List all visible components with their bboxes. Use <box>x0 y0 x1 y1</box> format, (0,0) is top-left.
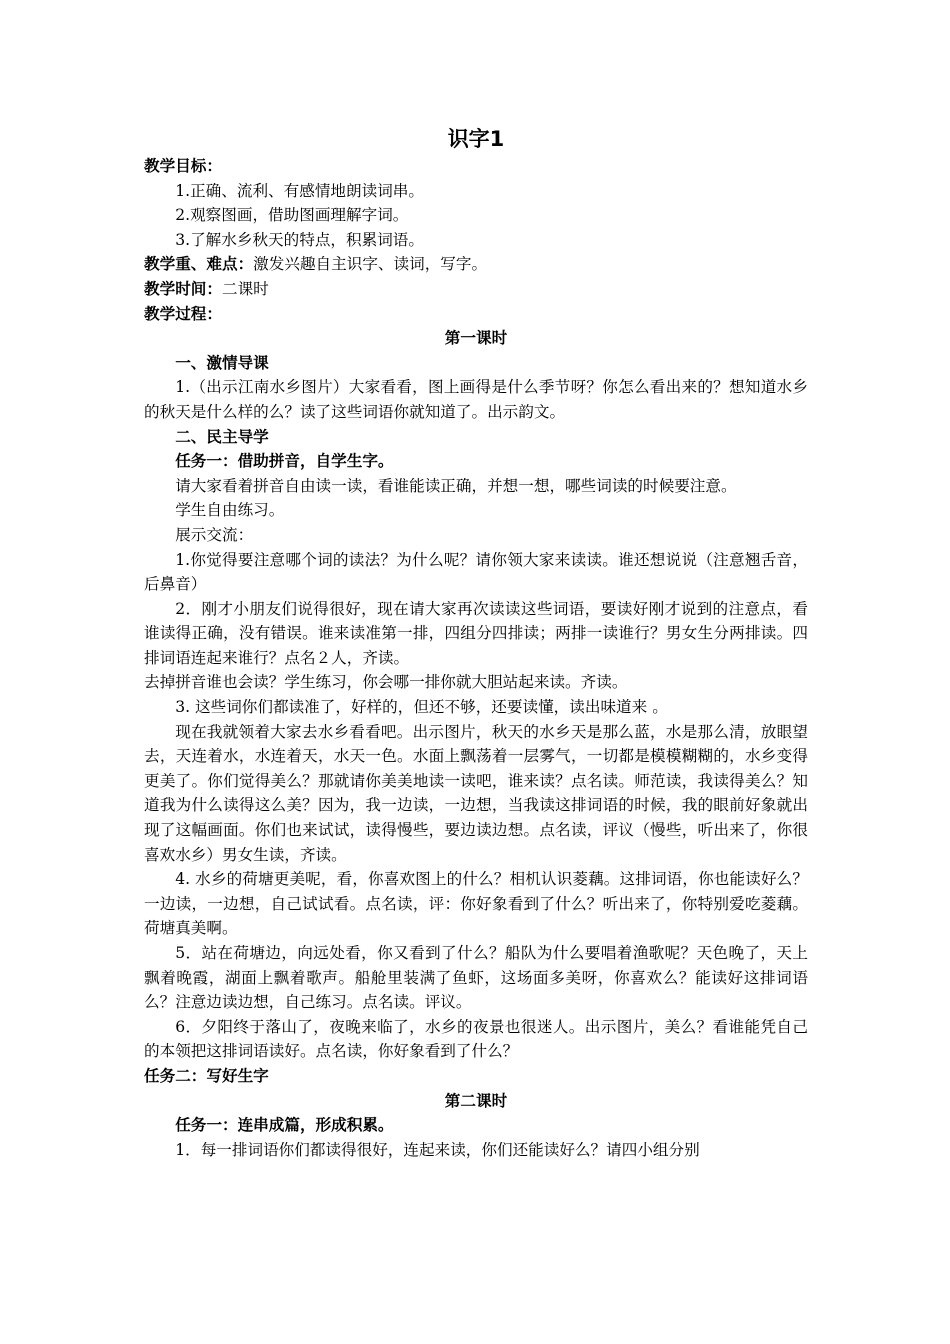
time-text: 二课时 <box>221 279 269 298</box>
document-body <box>144 124 808 1162</box>
paragraph: 6．夕阳终于落山了，夜晚来临了，水乡的夜景也很迷人。出示图片，美么？看谁能凭自己的本领把这排词语读好。点名读，你好象看到了什么？ <box>144 1017 808 1061</box>
paragraph: 去掉拼音谁也会读？学生练习，你会哪一排你就大胆站起来读。齐读。 <box>144 673 628 692</box>
keypoints-text: 激发兴趣自主识字、读词，写字。 <box>253 255 488 274</box>
goals-label: 教学目标： <box>144 157 222 175</box>
task-title: 任务一：借助拼音，自学生字。 <box>175 452 394 471</box>
lesson1-heading: 第一课时 <box>444 329 508 348</box>
paragraph: 请大家看着拼音自由读一读，看谁能读正确，并想一想，哪些词读的时候要注意。 <box>175 476 737 495</box>
paragraph: 4. 水乡的荷塘更美呢，看，你喜欢图上的什么？相机认识菱藕。这排词语，你也能读好么？一边读，一边想，自己试试看。点名读，评：你好象看到了什么？听出来了，你特别爱吃菱藕。荷塘真美啊。 <box>144 870 808 938</box>
paragraph: 现在我就领着大家去水乡看看吧。出示图片，秋天的水乡天是那么蓝，水是那么清，放眼望去，天连着水，水连着天，水天一色。水面上飘荡着一层雾气，一切都是模模糊糊的，水乡变得更美了。你们觉得美么？那就请你美美地读一读吧，谁来读？点名读。师范读，我读得美么？知道我为什么读得这么美？因为，我一边读，一边想，当我读这排词语的时候，我的眼前好象就出现了这幅画面。你们也来试试，读得慢些，要边读边想。点名读，评议（慢些，听出来了，你很喜欢水乡）男女生读，齐读。 <box>144 722 808 864</box>
goal-item: 2.观察图画，借助图画理解字词。 <box>175 206 409 225</box>
section-title: 二、民主导学 <box>175 427 269 446</box>
page-title: 识字1 <box>447 127 505 151</box>
paragraph: 1.你觉得要注意哪个词的读法？为什么呢？请你领大家来读读。谁还想说说（注意翘舌音，后鼻音） <box>144 550 808 594</box>
keypoints-line <box>144 252 808 277</box>
paragraph: 1．每一排词语你们都读得很好，连起来读，你们还能读好么？请四小组分别 <box>175 1140 700 1159</box>
lesson2-heading: 第二课时 <box>444 1091 508 1110</box>
paragraph: 5．站在荷塘边，向远处看，你又看到了什么？船队为什么要唱着渔歌呢？天色晚了，天上飘着晚霞，湖面上飘着歌声。船舱里装满了鱼虾，这场面多美呀，你喜欢么？能读好这排词语么？注意边读边想，自己练习。点名读。评议。 <box>144 944 808 1012</box>
time-line <box>144 277 808 302</box>
keypoints-label: 教学重、难点： <box>144 255 254 274</box>
paragraph: 学生自由练习。 <box>175 501 285 520</box>
task-title: 任务一：连串成篇，形成积累。 <box>175 1116 394 1135</box>
paragraph: 展示交流： <box>175 525 254 544</box>
section-title: 一、激情导课 <box>175 353 269 372</box>
task-title: 任务二：写好生字 <box>144 1066 269 1085</box>
time-label: 教学时间： <box>144 279 222 298</box>
goal-item: 3.了解水乡秋天的特点，积累词语。 <box>175 230 424 249</box>
paragraph: 2．刚才小朋友们说得很好，现在请大家再次读读这些词语，要读好刚才说到的注意点，看谁读得正确，没有错误。谁来读准第一排，四组分四排读；两排一读谁行？男女生分两排读。四排词语连起来谁行？点名２人，齐读。 <box>144 599 808 667</box>
paragraph: 3. 这些词你们都读准了，好样的，但还不够，还要读懂，读出味道来 。 <box>175 698 668 717</box>
goal-item: 1.正确、流利、有感情地朗读词串。 <box>175 181 424 200</box>
process-label: 教学过程： <box>144 304 222 323</box>
paragraph: 1.（出示江南水乡图片）大家看看，图上画得是什么季节呀？你怎么看出来的？想知道水乡的秋天是什么样的么？读了这些词语你就知道了。出示韵文。 <box>144 378 808 421</box>
